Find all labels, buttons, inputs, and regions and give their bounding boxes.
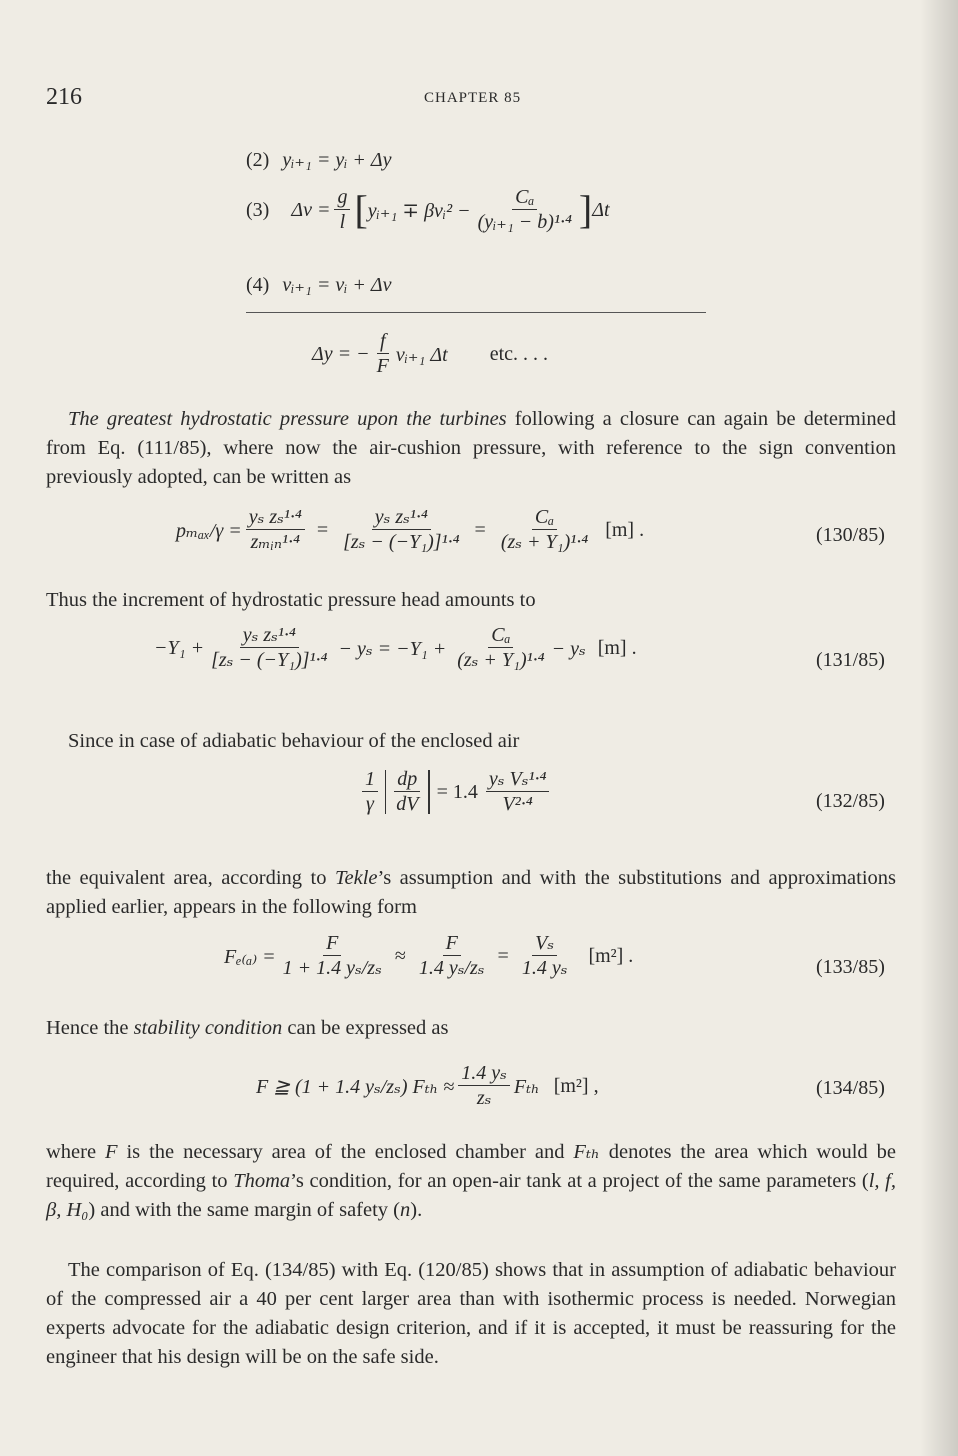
dy-num: f [377,330,389,354]
para5-italic: stability condition [133,1017,283,1039]
para4-italic: Tekle [334,867,378,889]
para6-t5: ) and with the same margin of safety ( [88,1199,400,1221]
para6-i1: F [105,1141,118,1163]
eq130-frac2 [340,506,462,554]
step-3-lhs: Δv = [291,198,331,221]
eq132-f2-den: dV [396,793,419,815]
step-3-num: g [334,186,350,210]
para4-t1: the equivalent area, according to [46,867,335,889]
eq132-frac1 [362,768,378,816]
para6-t3: denotes the area which would be required, according to [46,1141,896,1192]
eq132-mid: = 1.4 [436,780,478,803]
step-3-inner-frac [475,186,575,234]
step-2-expr: yᵢ₊₁ = yᵢ + Δy [282,149,392,171]
para6-i3: Thoma [233,1170,291,1192]
equation-130 [176,506,644,554]
eq130-eq1: = [316,518,329,541]
eq133-unit: [m²] . [588,944,634,967]
dy-lhs: Δy = − [312,342,370,365]
eq132-frac2 [393,768,421,816]
eq133-frac1 [280,932,385,980]
step-3-tail: Δt [592,198,610,221]
para3-text: Since in case of adiabatic behaviour of the enclosed air [68,730,520,752]
para7-text: The comparison of Eq. (134/85) with Eq. (120/85) shows that in assumption of adiabatic behaviour of the compressed air a 40 per cent larger area than with isothermic process is needed. Norwegian experts advocate for the adiabatic design criterion, and if it is accepted, it must be reassuring for the engineer that his design will be on the safe side. [46,1259,896,1368]
eq130-frac3 [498,506,591,554]
para6-t2: is the necessary area of the enclosed chamber and [117,1141,574,1163]
eq131-f1-num: yₛ zₛ¹·⁴ [240,624,299,648]
eq132-f2-num: dp [394,768,420,792]
abs-bar-left [385,770,386,814]
separator-rule [246,312,706,313]
eq131-frac1 [208,624,330,672]
paragraph-adiabatic [46,727,896,756]
dy-frac [374,330,392,378]
eq131-number: (131/85) [816,649,885,671]
dy-tail: vᵢ₊₁ Δt [395,343,448,366]
eq132-f3-den: V²·⁴ [502,793,533,815]
eq132-f3-num: yₛ Vₛ¹·⁴ [486,768,550,792]
step-3-g-over-l [334,186,350,234]
paragraph-increment [46,586,896,615]
delta-y-equation [312,330,548,378]
eq133-f2-num: F [443,932,461,956]
step-2-label: (2) [246,149,270,171]
right-bracket: ] [578,187,593,232]
step-3-den: l [339,211,346,233]
para5-t2: can be expressed as [282,1017,449,1039]
abs-bar-right [428,770,429,814]
eq130-number: (130/85) [816,524,885,546]
equation-131 [154,624,637,672]
step-3-inner: yᵢ₊₁ ∓ βvᵢ² − [367,199,471,222]
eq131-c: − yₛ [551,637,586,660]
eq133-f1-num: F [323,932,341,956]
eq131-a: −Y₁ + [154,636,205,659]
step-4 [246,272,392,297]
step-2 [246,147,392,172]
equation-134 [256,1062,599,1110]
equation-132 [358,768,553,816]
eq133-f2-den: 1.4 yₛ/zₛ [418,957,485,979]
eq133-frac2 [416,932,488,980]
eq133-f3-den: 1.4 yₛ [521,957,568,979]
eq134-lhs: F ≧ (1 + 1.4 yₛ/zₛ) Fₜₕ ≈ [256,1075,455,1098]
paragraph-stability [46,1014,896,1043]
eq130-eq2: = [474,518,486,541]
eq131-f2-den: (zₛ + Y₁)¹·⁴ [457,649,545,671]
running-header: CHAPTER 85 [424,90,522,106]
paragraph-equivalent-area [46,864,896,922]
para4-t2: ’s assumption and with the substitutions and approximations applied earlier, appears in the following form [46,867,896,918]
eq130-f1-den: zₘᵢₙ¹·⁴ [250,531,300,553]
page-gutter-shadow [920,0,958,1456]
eq134-frac [458,1062,510,1110]
eq131-f2-num: Cₐ [488,624,513,648]
step-3-label: (3) [246,198,270,221]
para6-t4: ’s condition, for an open-air tank at a project of the same parameters ( [290,1170,869,1192]
eq133-eq: = [497,944,509,967]
para2-text: Thus the increment of hydrostatic pressure head amounts to [46,589,536,611]
eq133-approx: ≈ [394,944,406,967]
para6-t6: ). [410,1199,423,1221]
eq132-f1-num: 1 [362,768,378,792]
eq134-number: (134/85) [816,1077,885,1099]
para6-i4: l, f, β, H₀ [46,1170,896,1221]
eq134-den: zₛ [476,1087,492,1109]
step-4-expr: vᵢ₊₁ = vᵢ + Δv [282,274,392,296]
eq130-f2-num: yₛ zₛ¹·⁴ [372,506,431,530]
eq134-unit: [m²] , [553,1074,599,1097]
eq134-num: 1.4 yₛ [458,1062,510,1086]
dy-den: F [376,355,389,377]
eq130-f1-num: yₛ zₛ¹·⁴ [246,506,305,530]
eq131-f1-den: [zₛ − (−Y₁)]¹·⁴ [211,649,328,671]
para1-italic: The greatest hydrostatic pressure upon the turbines [68,408,507,430]
eq133-f3-num: Vₛ [532,932,557,956]
left-bracket: [ [354,187,368,232]
eq132-frac3 [486,768,550,816]
eq132-number: (132/85) [816,790,885,812]
equation-133 [224,932,633,980]
paragraph-where-f [46,1138,896,1225]
eq131-frac2 [454,624,547,672]
eq132-f1-den: γ [366,793,374,815]
para6-i5: n [400,1199,411,1221]
eq131-b: − yₛ = −Y₁ + [338,637,447,660]
para6-t1: where [46,1141,106,1163]
step-4-label: (4) [246,274,270,296]
paragraph-greatest-pressure [46,405,896,492]
eq130-frac1 [246,506,305,554]
step-3 [246,186,610,234]
step-3-inner-den: (yᵢ₊₁ − b)¹·⁴ [477,211,572,233]
eq133-f1-den: 1 + 1.4 yₛ/zₛ [282,957,382,979]
eq130-unit: [m] . [605,518,645,541]
eq130-f2-den: [zₛ − (−Y₁)]¹·⁴ [343,531,460,553]
para5-t1: Hence the [46,1017,134,1039]
eq133-lhs: Fₑ₍ₐ₎ = [224,945,276,968]
eq133-frac3 [519,932,571,980]
step-3-inner-num: Cₐ [512,186,537,210]
paragraph-comparison [46,1256,896,1372]
para6-i2: Fₜₕ [573,1141,600,1163]
eq133-number: (133/85) [816,956,885,978]
eq130-lhs: pₘₐₓ/γ = [176,519,242,542]
eq130-f3-den: (zₛ + Y₁)¹·⁴ [500,531,589,553]
eq131-unit: [m] . [597,636,637,659]
page-number: 216 [46,84,82,110]
eq134-tail: Fₜₕ [513,1075,540,1098]
etc-text: etc. . . . [489,342,548,365]
eq130-f3-num: Cₐ [532,506,557,530]
para1-text: following a closure can again be determined from Eq. (111/85), where now the air-cushion pressure, with reference to the sign convention previously adopted, can be written as [46,408,897,488]
